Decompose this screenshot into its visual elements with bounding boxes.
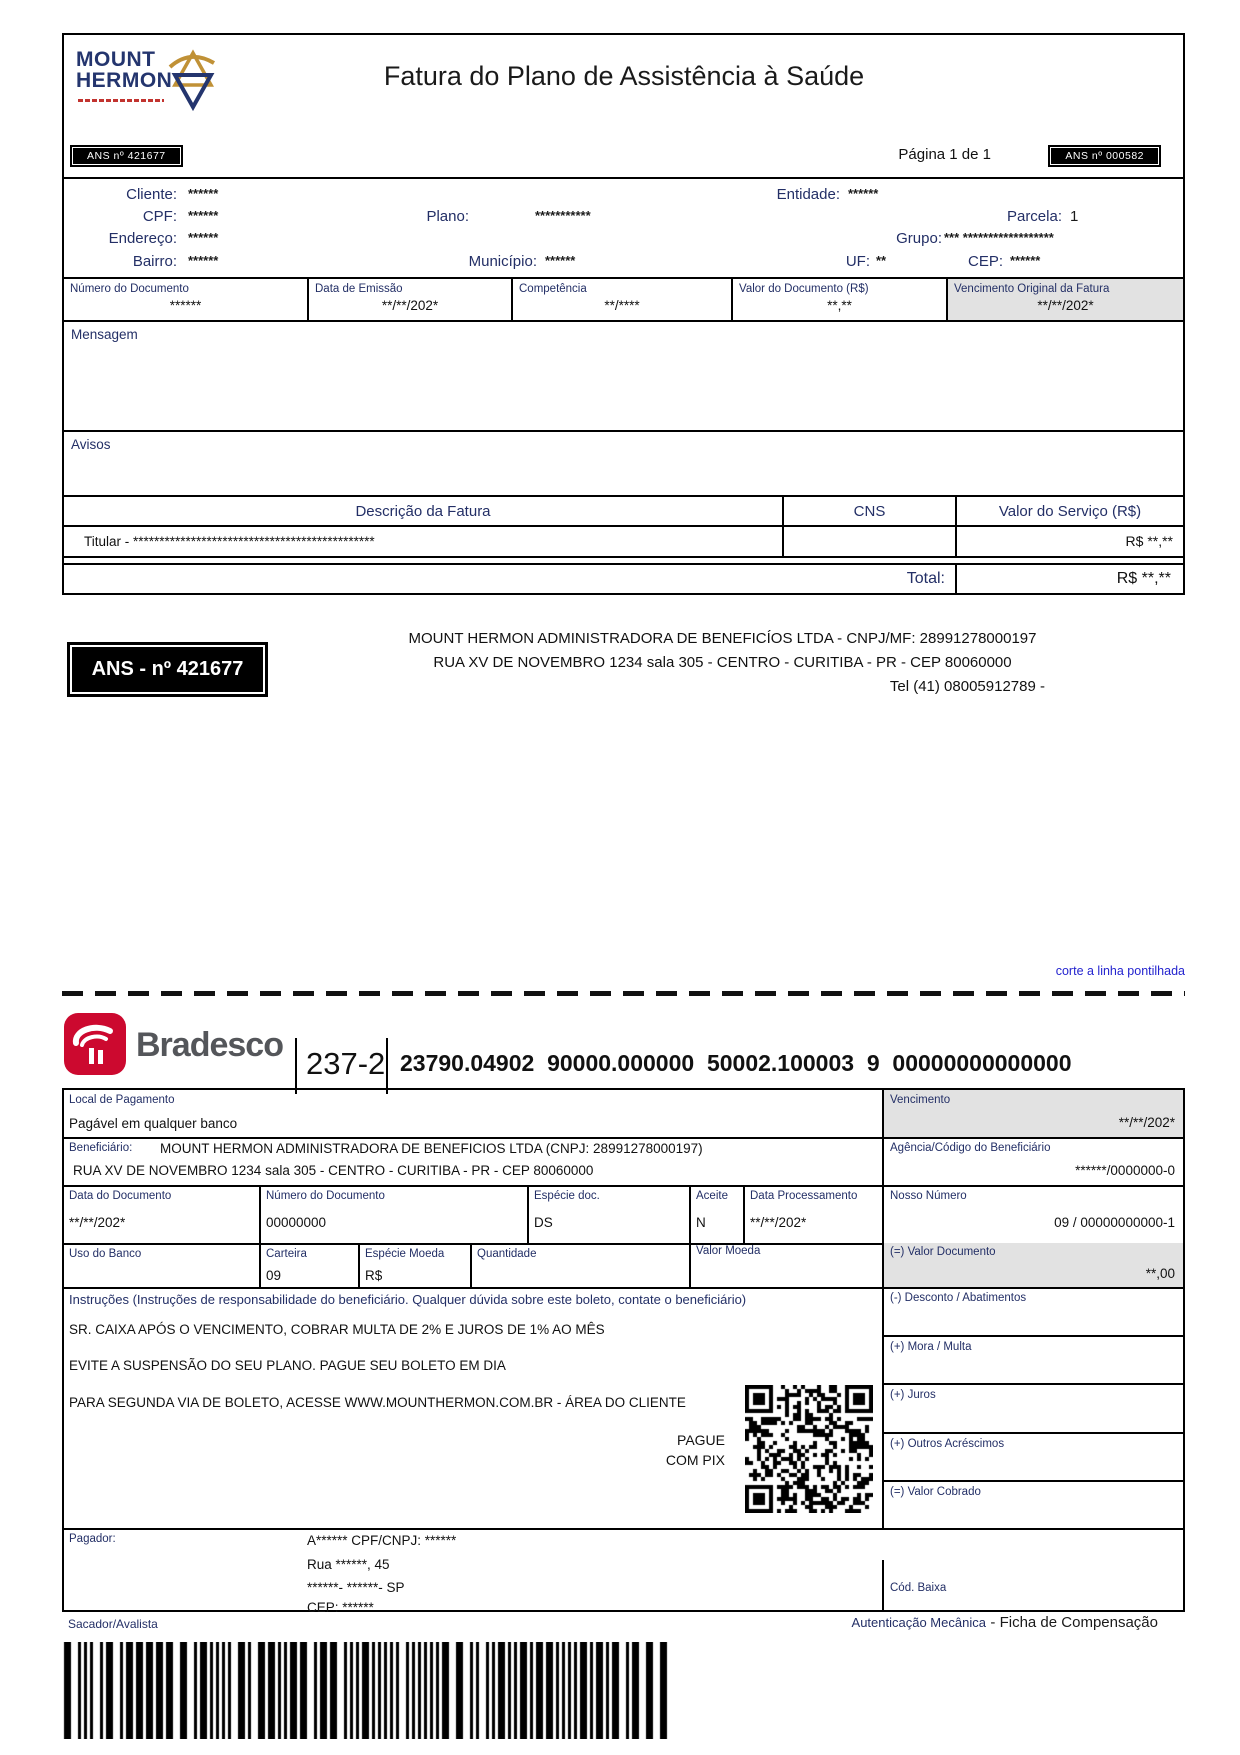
cliente-label: Cliente: — [126, 186, 177, 203]
titular-cns — [784, 527, 957, 556]
especie-doc-label: Espécie doc. — [534, 1190, 600, 1202]
desconto-label: (-) Desconto / Abatimentos — [890, 1292, 1027, 1304]
page-title: Fatura do Plano de Assistência à Saúde — [383, 61, 865, 91]
company-phone-line: Tel (41) 08005912789 - — [889, 678, 1045, 695]
boleto-barcode — [62, 1642, 684, 1739]
data-documento-value: **/**/202* — [69, 1215, 126, 1230]
especie-moeda-label: Espécie Moeda — [365, 1248, 445, 1260]
col-divider — [689, 1185, 691, 1243]
col-divider — [358, 1243, 360, 1287]
pix-line1: PAGUE — [677, 1432, 725, 1448]
fatura-table-header — [64, 497, 1183, 527]
col-divider — [527, 1185, 529, 1243]
pagador-linha3: ******- ******- SP — [307, 1580, 405, 1595]
fatura-row-titular — [64, 527, 1183, 558]
carteira-label: Carteira — [266, 1248, 307, 1260]
instrucoes-linha1: SR. CAIXA APÓS O VENCIMENTO, COBRAR MULTA DE 2% E JUROS DE 1% AO MÊS — [69, 1322, 605, 1337]
box-divider — [884, 1432, 1183, 1434]
box-divider — [884, 1480, 1183, 1482]
pagador-linha1: A****** CPF/CNPJ: ****** — [307, 1533, 457, 1548]
municipio-label: Município: — [468, 253, 537, 270]
col-divider — [743, 1185, 745, 1243]
company-block — [400, 630, 1045, 695]
total-label: Total: — [64, 565, 957, 593]
pix-qr-code — [745, 1385, 873, 1513]
col-divider — [882, 1243, 884, 1287]
col-divider — [259, 1243, 261, 1287]
data-processamento-label: Data Processamento — [750, 1190, 858, 1202]
cut-line-label: corte a linha pontilhada — [1055, 964, 1185, 978]
valor-documento-value: **,00 — [1145, 1266, 1175, 1281]
col-divider — [882, 1090, 884, 1185]
bank-divider-bar — [295, 1038, 297, 1094]
nosso-numero-label: Nosso Número — [890, 1190, 967, 1202]
endereco-label: Endereço: — [108, 230, 177, 247]
mora-label: (+) Mora / Multa — [890, 1341, 972, 1353]
col-divider — [882, 1185, 884, 1243]
client-info-section — [64, 177, 1183, 277]
vencimento-label: Vencimento — [890, 1094, 951, 1106]
numero-documento-value: 00000000 — [266, 1215, 327, 1230]
agencia-label: Agência/Código do Beneficiário — [890, 1142, 1051, 1154]
doc-value: **/**/202* — [381, 298, 439, 313]
pix-line2: COM PIX — [665, 1452, 725, 1468]
instrucoes-label: Instruções (Instruções de responsabilidade do beneficiário. Qualquer dúvida sobre este boleto, contate o beneficiário) — [69, 1292, 747, 1307]
fatura-col-descricao: Descrição da Fatura — [64, 497, 784, 525]
doc-value: **,** — [827, 298, 852, 313]
autenticacao-line — [852, 1614, 1158, 1632]
autenticacao-label: Autenticação Mecânica — [851, 1615, 986, 1630]
uf-value: ** — [876, 253, 887, 268]
especie-doc-value: DS — [534, 1215, 553, 1230]
aceite-label: Aceite — [696, 1190, 728, 1202]
valor-documento-label: (=) Valor Documento — [890, 1246, 996, 1258]
data-documento-label: Data do Documento — [69, 1190, 172, 1202]
doc-col-emissao — [309, 279, 513, 320]
company-name-line: MOUNT HERMON ADMINISTRADORA DE BENEFICÍOS LTDA - CNPJ/MF: 28991278000197 — [408, 630, 1037, 647]
especie-moeda-value: R$ — [365, 1268, 383, 1283]
uf-label: UF: — [845, 253, 870, 270]
bradesco-logo-icon — [64, 1013, 126, 1075]
invoice-header — [64, 35, 1183, 179]
numero-documento-label: Número do Documento — [266, 1190, 385, 1202]
pagador-linha4: CEP: ****** — [307, 1600, 374, 1615]
total-value: R$ **,** — [1116, 570, 1171, 587]
cod-baixa-label: Cód. Baixa — [890, 1582, 947, 1594]
cep-label: CEP: — [967, 253, 1003, 270]
pagador-label: Pagador: — [69, 1533, 116, 1545]
logo-tagline — [78, 99, 164, 102]
data-processamento-value: **/**/202* — [750, 1215, 807, 1230]
bairro-label: Bairro: — [132, 253, 177, 270]
row-divider — [64, 1185, 1183, 1187]
vencimento-value: **/**/202* — [1118, 1115, 1175, 1130]
nosso-numero-value: 09 / 00000000000-1 — [1054, 1215, 1175, 1230]
doc-col-valor — [733, 279, 948, 320]
titular-valor: R$ **,** — [1125, 533, 1173, 549]
doc-value: **/**/202* — [1037, 298, 1094, 313]
ans-big-label: ANS - nº 421677 — [91, 658, 244, 680]
bank-code: 237-2 — [306, 1046, 386, 1081]
quantidade-label: Quantidade — [477, 1248, 537, 1260]
bank-divider-bar — [386, 1038, 388, 1094]
cpf-label: CPF: — [142, 208, 177, 225]
bank-name: Bradesco — [136, 1026, 283, 1064]
municipio-value: ****** — [545, 253, 576, 268]
plano-label: Plano: — [426, 208, 469, 225]
doc-header: Competência — [519, 283, 587, 295]
cut-dashed-line — [62, 991, 1185, 996]
company-address-line: RUA XV DE NOVEMBRO 1234 sala 305 - CENTRO - CURITIBA - PR - CEP 80060000 — [433, 654, 1012, 671]
local-pagamento-value: Pagável em qualquer banco — [69, 1116, 238, 1131]
boleto-table — [62, 1088, 1185, 1615]
row-divider — [64, 1528, 1183, 1530]
row-divider — [64, 1287, 1183, 1289]
avisos-label: Avisos — [71, 437, 111, 452]
cpf-value: ****** — [188, 208, 219, 223]
fatura-col-cns: CNS — [784, 497, 957, 525]
col-divider — [259, 1185, 261, 1243]
col-divider — [470, 1243, 472, 1287]
doc-value: ****** — [169, 298, 202, 313]
beneficiario-endereco: RUA XV DE NOVEMBRO 1234 sala 305 - CENTRO - CURITIBA - PR - CEP 80060000 — [73, 1163, 594, 1178]
entidade-label: Entidade: — [776, 186, 840, 203]
avisos-box — [64, 432, 1183, 497]
valor-moeda-label: Valor Moeda — [696, 1245, 761, 1257]
bairro-value: ****** — [188, 253, 219, 268]
ficha-compensacao-label: - Ficha de Compensação — [990, 1614, 1158, 1631]
digitable-line: 23790.04902 90000.000000 50002.100003 9 00000000000000 — [400, 1050, 1072, 1076]
invoice-box — [62, 33, 1185, 595]
doc-value: **/**** — [604, 298, 640, 313]
logo-line2: HERMON — [76, 69, 173, 92]
pix-label — [584, 1430, 725, 1470]
entidade-value: ****** — [848, 186, 879, 201]
endereco-value: ****** — [188, 230, 219, 245]
instrucoes-linha3: PARA SEGUNDA VIA DE BOLETO, ACESSE WWW.MOUNTHERMON.COM.BR - ÁREA DO CLIENTE — [69, 1395, 686, 1410]
ans-big-box — [70, 645, 265, 694]
col-divider — [689, 1243, 691, 1287]
logo-line1: MOUNT — [76, 48, 156, 71]
row-divider — [64, 1137, 1183, 1139]
valor-cobrado-label: (=) Valor Cobrado — [890, 1486, 981, 1498]
aceite-value: N — [696, 1215, 706, 1230]
pagador-linha2: Rua ******, 45 — [307, 1557, 390, 1572]
col-divider — [882, 1287, 884, 1528]
grupo-value: *** ****************** — [944, 230, 1054, 245]
mensagem-box — [64, 322, 1183, 432]
parcela-label: Parcela: — [1006, 208, 1062, 225]
plano-value: *********** — [535, 208, 591, 223]
ans-badge-right: ANS nº 000582 — [1050, 147, 1159, 165]
cliente-value: ****** — [188, 186, 219, 201]
box-divider — [884, 1383, 1183, 1385]
carteira-value: 09 — [266, 1268, 282, 1283]
doc-header: Número do Documento — [70, 283, 189, 295]
sacador-label: Sacador/Avalista — [68, 1617, 158, 1631]
logo-text — [76, 49, 172, 91]
document-table — [64, 277, 1183, 322]
doc-header: Vencimento Original da Fatura — [954, 283, 1110, 295]
agencia-value: ******/0000000-0 — [1075, 1163, 1175, 1178]
acrescimos-label: (+) Outros Acréscimos — [890, 1438, 1005, 1450]
local-pagamento-label: Local de Pagamento — [69, 1094, 175, 1106]
fatura-col-valor: Valor do Serviço (R$) — [998, 503, 1142, 520]
doc-col-competencia — [513, 279, 733, 320]
fatura-row-total — [64, 563, 1183, 593]
parcela-value: 1 — [1070, 208, 1079, 225]
ans-badge-left: ANS nº 421677 — [72, 147, 181, 165]
instrucoes-linha2: EVITE A SUSPENSÃO DO SEU PLANO. PAGUE SEU BOLETO EM DIA — [69, 1358, 506, 1373]
titular-descricao: Titular - ********************************************** — [64, 527, 784, 556]
cep-value: ****** — [1010, 253, 1041, 268]
uso-banco-label: Uso do Banco — [69, 1248, 142, 1260]
cod-baixa-divider — [882, 1560, 884, 1610]
doc-col-numero — [64, 279, 309, 320]
page-indicator: Página 1 de 1 — [898, 146, 991, 163]
mensagem-label: Mensagem — [71, 327, 138, 342]
doc-header: Data de Emissão — [315, 283, 403, 295]
box-divider — [884, 1335, 1183, 1337]
beneficiario-label: Beneficiário: — [69, 1142, 133, 1154]
doc-header: Valor do Documento (R$) — [739, 283, 869, 295]
grupo-label: Grupo: — [896, 230, 942, 247]
beneficiario-value: MOUNT HERMON ADMINISTRADORA DE BENEFICIOS LTDA (CNPJ: 28991278000197) — [160, 1141, 703, 1156]
juros-label: (+) Juros — [890, 1389, 936, 1401]
doc-col-vencimento — [948, 279, 1183, 320]
